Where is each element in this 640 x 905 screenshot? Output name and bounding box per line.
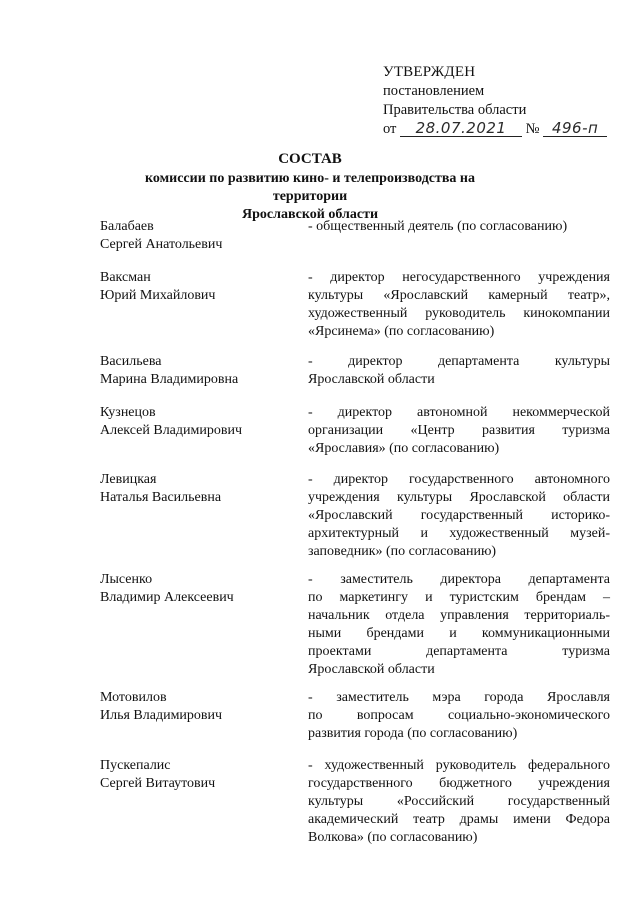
member-description	[308, 218, 610, 236]
member-description-line: архитектурный и художественный музей-	[308, 526, 610, 541]
member-name	[100, 571, 290, 607]
member-description-line: развития города (по согласованию)	[308, 726, 518, 741]
member-description-line: учреждения культуры Ярославской области	[308, 490, 610, 505]
member-description-line: начальник отдела управления территориаль-	[308, 608, 610, 623]
member-description-line: «Ярославия» (по согласованию)	[308, 441, 500, 456]
approval-from-label: от	[383, 121, 397, 137]
member-description	[308, 571, 610, 679]
member-given-names: Илья Владимирович	[100, 708, 223, 723]
member-description	[308, 353, 610, 389]
member-name	[100, 269, 290, 305]
member-description	[308, 269, 610, 341]
member-description	[308, 404, 610, 458]
handwritten-number: 496-п	[543, 120, 607, 137]
member-description	[308, 757, 610, 847]
member-name	[100, 689, 290, 725]
member-surname: Балабаев	[100, 219, 154, 234]
member-given-names: Наталья Васильевна	[100, 490, 222, 505]
member-surname: Левицкая	[100, 472, 157, 487]
member-given-names: Алексей Владимирович	[100, 423, 243, 438]
member-surname: Ваксман	[100, 270, 151, 285]
title-subtitle-line-2: Ярославской области	[241, 207, 379, 222]
member-surname: Лысенко	[100, 572, 153, 587]
member-description-line: - общественный деятель (по согласованию)	[308, 219, 568, 234]
approval-line-1: постановлением	[383, 83, 485, 99]
member-description-line: культуры «Российский государственный	[308, 794, 610, 809]
member-given-names: Юрий Михайлович	[100, 288, 216, 303]
document-title	[110, 150, 510, 224]
member-description-line: - директор негосударственного учреждения	[308, 270, 610, 285]
approval-line-2: Правительства области	[383, 102, 527, 118]
member-description-line: Ярославской области	[308, 372, 435, 387]
member-description-line: проектами департамента туризма	[308, 644, 610, 659]
member-given-names: Сергей Витаутович	[100, 776, 216, 791]
member-surname: Мотовилов	[100, 690, 167, 705]
member-name	[100, 471, 290, 507]
member-description-line: - художественный руководитель федерального	[308, 758, 610, 773]
title-subtitle-line-1: комиссии по развитию кино- и телепроизводства на территории	[144, 171, 476, 204]
member-description-line: «Ярославский государственный историко-	[308, 508, 610, 523]
member-description-line: «Ярсинема» (по согласованию)	[308, 324, 495, 339]
member-given-names: Сергей Анатольевич	[100, 237, 223, 252]
member-description-line: культуры «Ярославский камерный театр»,	[308, 288, 610, 303]
member-description-line: - заместитель мэра города Ярославля	[308, 690, 610, 705]
member-description-line: Волкова» (по согласованию)	[308, 830, 478, 845]
member-description-line: академический театр драмы имени Федора	[308, 812, 610, 827]
member-name	[100, 404, 290, 440]
member-name	[100, 353, 290, 389]
member-description	[308, 689, 610, 743]
member-description-line: - заместитель директора департамента	[308, 572, 610, 587]
approval-date-line	[383, 120, 633, 139]
approval-stamp	[383, 63, 633, 139]
member-description-line: заповедник» (по согласованию)	[308, 544, 497, 559]
member-description-line: - директор департамента культуры	[308, 354, 610, 369]
member-description-line: по маркетингу и туристским брендам –	[308, 590, 610, 605]
member-description-line: Ярославской области	[308, 662, 435, 677]
member-description	[308, 471, 610, 561]
title-heading: СОСТАВ	[278, 151, 342, 167]
member-description-line: по вопросам социально-экономического	[308, 708, 610, 723]
member-name	[100, 757, 290, 793]
approval-status: УТВЕРЖДЕН	[383, 64, 476, 80]
handwritten-date: 28.07.2021	[400, 120, 522, 137]
member-description-line: - директор автономной некоммерческой	[308, 405, 610, 420]
member-surname: Пускепалис	[100, 758, 171, 773]
number-sign: №	[525, 121, 540, 137]
member-description-line: государственного бюджетного учреждения	[308, 776, 610, 791]
member-given-names: Марина Владимировна	[100, 372, 239, 387]
member-given-names: Владимир Алексеевич	[100, 590, 234, 605]
member-description-line: художественный руководитель кинокомпании	[308, 306, 610, 321]
member-description-line: организации «Центр развития туризма	[308, 423, 610, 438]
member-surname: Кузнецов	[100, 405, 156, 420]
member-description-line: - директор государственного автономного	[308, 472, 610, 487]
member-name	[100, 218, 290, 254]
member-description-line: ными брендами и коммуникационными	[308, 626, 610, 641]
member-surname: Васильева	[100, 354, 162, 369]
